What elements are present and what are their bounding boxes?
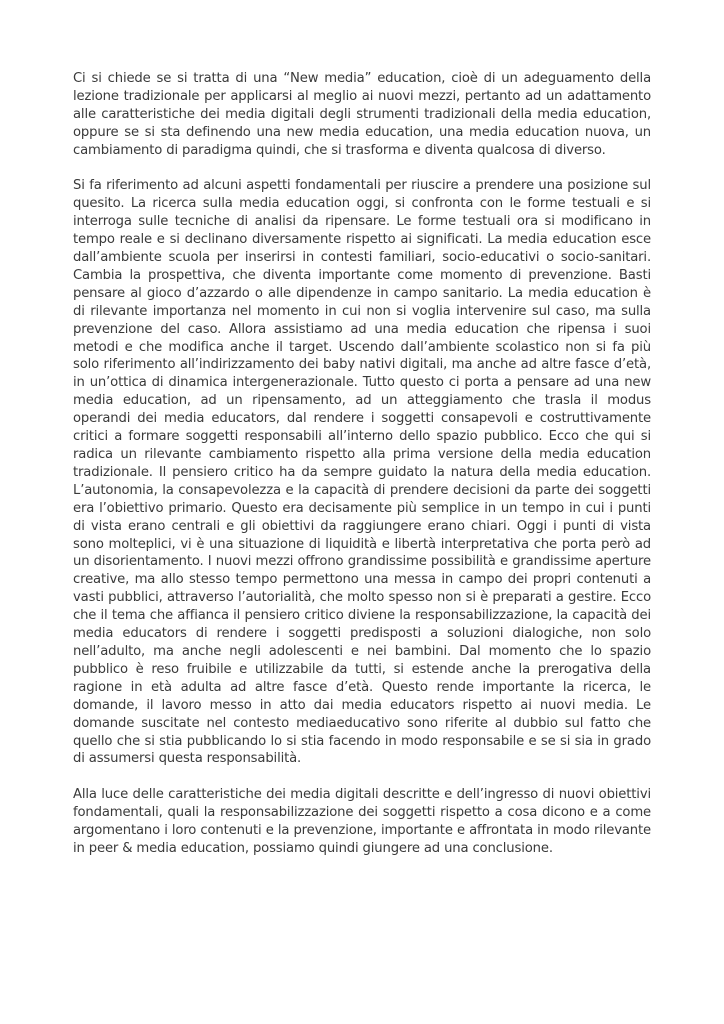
paragraph-body: Si fa riferimento ad alcuni aspetti fondamentali per riuscire a prendere una posizione sul quesito. La ricerca sulla media education oggi, si confronta con le forme testuali e si interroga sulle tecniche di analisi da ripensare. Le forme testuali ora si modificano in tempo reale e si declinano diversamente rispetto ai significati. La media education esce dall’ambiente scuola per inserirsi in contesti familiari, socio-educativi o socio-sanitari. Cambia la prospettiva, che diventa importante come momento di prevenzione. Basti pensare al gioco d’azzardo o alle dipendenze in campo sanitario. La media education è di rilevante importanza nel momento in cui non si voglia intervenire sul caso, ma sulla prevenzione del caso. Allora assistiamo ad una media education che ripensa i suoi metodi e che modifica anche il target. Uscendo dall’ambiente scolastico non si fa più solo riferimento all’indirizzamento dei baby nativi digitali, ma anche ad altre fasce d’età, in un’ottica di dinamica intergenerazionale. Tutto questo ci porta a pensare ad una new media education, ad un ripensamento, ad un atteggiamento che trasla il modus operandi dei media educators, dal rendere i soggetti consapevoli e costruttivamente critici a formare soggetti responsabili all’interno dello spazio pubblico. Ecco che qui si radica un rilevante cambiamento rispetto alla prima versione della media education tradizionale. Il pensiero critico ha da sempre guidato la natura della media education. L’autonomia, la consapevolezza e la capacità di prendere decisioni da parte dei soggetti era l’obiettivo primario. Questo era decisamente più semplice in un tempo in cui i punti di vista erano centrali e gli obiettivi da raggiungere erano chiari. Oggi i punti di vista sono molteplici, vi è una situazione di liquidità e libertà interpretativa che porta però ad un disorientamento. I nuovi mezzi offrono grandissime possibilità e grandissime aperture creative, ma allo stesso tempo permettono una messa in campo dei propri contenuti a vasti pubblici, attraverso l’autorialità, che molto spesso non si è preparati a gestire. Ecco che il tema che affianca il pensiero critico diviene la responsabilizzazione, la capacità dei media educators di rendere i soggetti predisposti a soluzioni dialogiche, non solo nell’adulto, ma anche negli adolescenti e nei bambini. Dal momento che lo spazio pubblico è reso fruibile e utilizzabile da tutti, si estende anche la prerogativa della ragione in età adulta ad altre fasce d’età. Questo rende importante la ricerca, le domande, il lavoro messo in atto dai media educators rispetto ai nuovi media. Le domande suscitate nel contesto mediaeducativo sono riferite al dubbio sul fatto che quello che si stia pubblicando lo si stia facendo in modo responsabile e se si sia in grado di assumersi questa responsabilità. [73, 178, 651, 767]
paragraph-conclusion: Alla luce delle caratteristiche dei media digitali descritte e dell’ingresso di nuovi obiettivi fondamentali, quali la responsabilizzazione dei soggetti rispetto a cosa dicono e a come argomentano i loro contenuti e la prevenzione, importante e affrontata in modo rilevante in peer & media education, possiamo quindi giungere ad una conclusione. [73, 787, 651, 856]
paragraph-intro: Ci si chiede se si tratta di una “New media” education, cioè di un adeguamento della lezione tradizionale per applicarsi al meglio ai nuovi mezzi, pertanto ad un adattamento alle caratteristiche dei media digitali degli strumenti tradizionali della media education, oppure se si sta definendo una new media education, una media education nuova, un cambiamento di paradigma quindi, che si trasforma e diventa qualcosa di diverso. [73, 71, 651, 158]
document-page [73, 70, 651, 858]
